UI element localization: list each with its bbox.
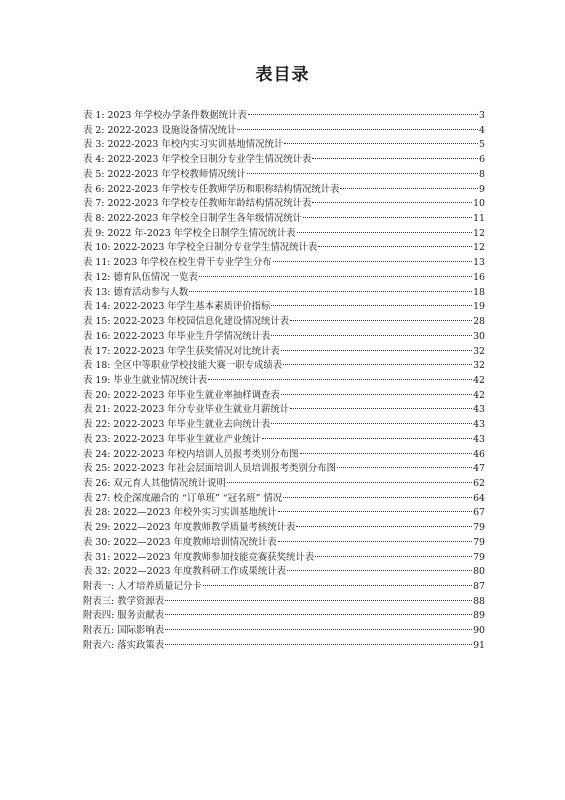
toc-entry-label: 表 3: 2022-2023 年校内实习实训基地情况统计: [83, 139, 284, 151]
dot-leader: [315, 556, 472, 557]
dot-leader: [165, 644, 472, 645]
toc-entry[interactable]: [83, 241, 485, 256]
toc-entry-label: 表 27: 校企深度融合的 “订单班” “冠名班” 情况: [83, 492, 283, 504]
dot-leader: [283, 364, 472, 365]
toc-entry[interactable]: [83, 565, 485, 580]
toc-entry-page-number: 43: [473, 433, 485, 445]
toc-entry[interactable]: [83, 506, 485, 521]
toc-entry-page-number: 46: [473, 448, 485, 460]
toc-entry-label: 表 6: 2022-2023 年学校专任教师学历和职称结构情况统计表: [83, 183, 340, 195]
toc-entry[interactable]: [83, 477, 485, 492]
dot-leader: [283, 497, 472, 498]
dot-leader: [271, 423, 472, 424]
dot-leader: [262, 438, 472, 439]
toc-entry-page-number: 30: [473, 330, 485, 342]
dot-leader: [312, 158, 478, 159]
toc-entry-label: 表 10: 2022-2023 年学校全日制分专业学生情况统计表: [83, 242, 318, 254]
dot-leader: [303, 217, 472, 218]
toc-entry-page-number: 42: [473, 389, 485, 401]
dot-leader: [340, 188, 478, 189]
toc-entry-label: 表 16: 2022-2023 年毕业生升学情况统计表: [83, 330, 271, 342]
dot-leader: [208, 379, 472, 380]
toc-entry-label: 附表四: 服务贡献表: [83, 610, 165, 622]
toc-entry-page-number: 19: [473, 301, 485, 313]
dot-leader: [290, 320, 472, 321]
toc-entry-label: 表 18: 全区中等职业学校技能大赛一职专成绩表: [83, 360, 283, 372]
toc-entry[interactable]: [83, 403, 485, 418]
toc-entry-page-number: 18: [473, 286, 485, 298]
toc-entry-label: 表 13: 德育活动参与人数: [83, 286, 189, 298]
toc-entry[interactable]: [83, 595, 485, 610]
toc-entry-page-number: 9: [479, 183, 485, 195]
dot-leader: [165, 600, 472, 601]
dot-leader: [290, 408, 472, 409]
dot-leader: [248, 114, 478, 115]
dot-leader: [278, 541, 472, 542]
toc-entry[interactable]: [83, 286, 485, 301]
toc-entry-page-number: 91: [473, 639, 485, 651]
dot-leader: [237, 129, 478, 130]
toc-entry-page-number: 47: [473, 463, 485, 475]
toc-entry-page-number: 12: [473, 242, 485, 254]
toc-entry-page-number: 62: [473, 477, 485, 489]
dot-leader: [337, 467, 472, 468]
toc-entry[interactable]: [83, 124, 485, 139]
toc-entry[interactable]: [83, 153, 485, 168]
toc-entry-label: 表 15: 2022-2023 年校园信息化建设情况统计表: [83, 316, 290, 328]
dot-leader: [271, 335, 472, 336]
table-of-contents: [83, 109, 485, 654]
toc-entry-label: 表 4: 2022-2023 年学校全日制分专业学生情况统计表: [83, 154, 312, 166]
dot-leader: [227, 482, 472, 483]
dot-leader: [278, 511, 472, 512]
toc-entry-page-number: 90: [473, 625, 485, 637]
toc-entry-label: 表 1: 2023 年学校办学条件数据统计表: [83, 110, 247, 121]
dot-leader: [281, 350, 472, 351]
toc-entry-label: 附表一: 人才培养质量记分卡: [83, 581, 202, 592]
toc-entry-label: 表 19: 毕业生就业情况统计表: [83, 374, 208, 386]
toc-entry-label: 表 9: 2022 年-2023 年学校全日制学生情况统计表: [83, 227, 296, 239]
toc-entry[interactable]: [83, 521, 485, 536]
toc-entry[interactable]: [83, 639, 485, 654]
toc-entry-label: 表 29: 2022—2023 年度教师教学质量考核统计表: [83, 522, 296, 534]
toc-entry[interactable]: [83, 433, 485, 448]
dot-leader: [203, 585, 472, 586]
toc-entry-label: 表 5: 2022-2023 年学校教师情况统计: [83, 168, 246, 180]
dot-leader: [284, 143, 478, 144]
toc-entry-page-number: 79: [473, 522, 485, 534]
dot-leader: [199, 276, 472, 277]
toc-entry[interactable]: [83, 418, 485, 433]
toc-entry-label: 表 14: 2022-2023 年学生基本素质评价指标: [83, 301, 271, 313]
toc-entry[interactable]: [83, 168, 485, 183]
toc-entry-label: 表 11: 2023 年学校在校生骨干专业学生分布: [83, 257, 272, 269]
toc-entry-label: 表 2: 2022-2023 设施设备情况统计: [83, 124, 237, 136]
toc-entry-label: 表 28: 2022—2023 年校外实习实训基地统计: [83, 507, 277, 519]
toc-entry-page-number: 5: [479, 139, 485, 151]
toc-entry-page-number: 43: [473, 419, 485, 431]
toc-entry-page-number: 87: [473, 581, 485, 592]
toc-entry[interactable]: [83, 462, 485, 477]
toc-entry-label: 表 24: 2022-2023 年校内培训人员报考类别分布图: [83, 448, 299, 460]
toc-entry-label: 附表三: 教学资源表: [83, 595, 165, 607]
toc-entry-page-number: 32: [473, 345, 485, 357]
toc-entry-page-number: 10: [473, 198, 485, 210]
toc-entry-label: 表 22: 2022-2023 年毕业生就业去向统计表: [83, 419, 271, 431]
toc-entry[interactable]: [83, 271, 485, 286]
toc-entry-page-number: 64: [473, 492, 485, 504]
toc-entry-page-number: 79: [473, 551, 485, 563]
dot-leader: [287, 570, 472, 571]
dot-leader: [165, 614, 472, 615]
dot-leader: [165, 629, 472, 630]
toc-entry-page-number: 11: [473, 213, 485, 225]
toc-entry-label: 附表六: 落实政策表: [83, 639, 165, 651]
toc-entry[interactable]: [83, 359, 485, 374]
dot-leader: [300, 453, 473, 454]
toc-entry-label: 表 21: 2022-2023 年分专业毕业生就业月薪统计: [83, 404, 290, 416]
dot-leader: [271, 305, 472, 306]
page-title: 表目录: [255, 65, 310, 85]
toc-entry-page-number: 88: [473, 595, 485, 607]
toc-entry-label: 表 30: 2022—2023 年度教师培训情况统计表: [83, 536, 277, 548]
toc-entry-page-number: 32: [473, 360, 485, 372]
dot-leader: [297, 232, 473, 233]
toc-entry-label: 表 12: 德育队伍情况一览表: [83, 271, 198, 283]
toc-entry[interactable]: [83, 580, 485, 595]
toc-entry[interactable]: [83, 389, 485, 404]
toc-entry-label: 附表五: 国际影响表: [83, 625, 165, 637]
dot-leader: [189, 291, 472, 292]
toc-entry-label: 表 26: 双元育人其他情况统计说明: [83, 477, 226, 489]
toc-entry-page-number: 42: [473, 374, 485, 386]
toc-entry[interactable]: [83, 212, 485, 227]
toc-entry[interactable]: [83, 448, 485, 463]
toc-entry[interactable]: [83, 492, 485, 507]
toc-entry[interactable]: [83, 624, 485, 639]
toc-entry[interactable]: [83, 300, 485, 315]
toc-entry-page-number: 28: [473, 316, 485, 328]
toc-entry-page-number: 8: [479, 168, 485, 180]
toc-entry-label: 表 23: 2022-2023 年毕业生就业产业统计: [83, 433, 262, 445]
toc-entry-label: 表 17: 2022-2023 年学生获奖情况对比统计表: [83, 345, 280, 357]
dot-leader: [247, 173, 478, 174]
dot-leader: [296, 526, 472, 527]
toc-entry[interactable]: [83, 551, 485, 566]
toc-entry-page-number: 3: [479, 110, 485, 121]
toc-entry-page-number: 12: [473, 227, 485, 239]
toc-entry[interactable]: [83, 330, 485, 345]
toc-entry-page-number: 43: [473, 404, 485, 416]
toc-entry[interactable]: [83, 256, 485, 271]
toc-entry[interactable]: [83, 536, 485, 551]
toc-entry-label: 表 32: 2022—2023 年度教科研工作成果统计表: [83, 566, 286, 578]
toc-entry[interactable]: [83, 138, 485, 153]
dot-leader: [312, 202, 472, 203]
toc-entry[interactable]: [83, 197, 485, 212]
toc-entry[interactable]: [83, 345, 485, 360]
dot-leader: [273, 261, 473, 262]
toc-entry[interactable]: [83, 109, 485, 124]
toc-entry-page-number: 67: [473, 507, 485, 519]
toc-entry-label: 表 7: 2022-2023 年学校专任教师年龄结构情况统计表: [83, 198, 312, 210]
toc-entry-page-number: 13: [473, 257, 485, 269]
toc-entry-page-number: 89: [473, 610, 485, 622]
toc-entry[interactable]: [83, 315, 485, 330]
toc-entry-page-number: 16: [473, 271, 485, 283]
toc-entry-page-number: 4: [479, 124, 485, 136]
dot-leader: [281, 394, 472, 395]
toc-entry[interactable]: [83, 183, 485, 198]
toc-entry-label: 表 31: 2022—2023 年度教师参加技能竞赛获奖统计表: [83, 551, 315, 563]
toc-entry-label: 表 20: 2022-2023 年毕业生就业率抽样调查表: [83, 389, 280, 401]
toc-entry-label: 表 8: 2022-2023 年学校全日制学生各年级情况统计: [83, 213, 302, 225]
toc-entry-page-number: 79: [473, 536, 485, 548]
toc-entry-page-number: 6: [479, 154, 485, 166]
toc-entry[interactable]: [83, 374, 485, 389]
toc-entry[interactable]: [83, 227, 485, 242]
toc-entry-page-number: 80: [473, 566, 485, 578]
dot-leader: [318, 246, 472, 247]
toc-entry-label: 表 25: 2022-2023 年社会层面培训人员培训报考类别分布图: [83, 463, 337, 475]
toc-entry[interactable]: [83, 609, 485, 624]
